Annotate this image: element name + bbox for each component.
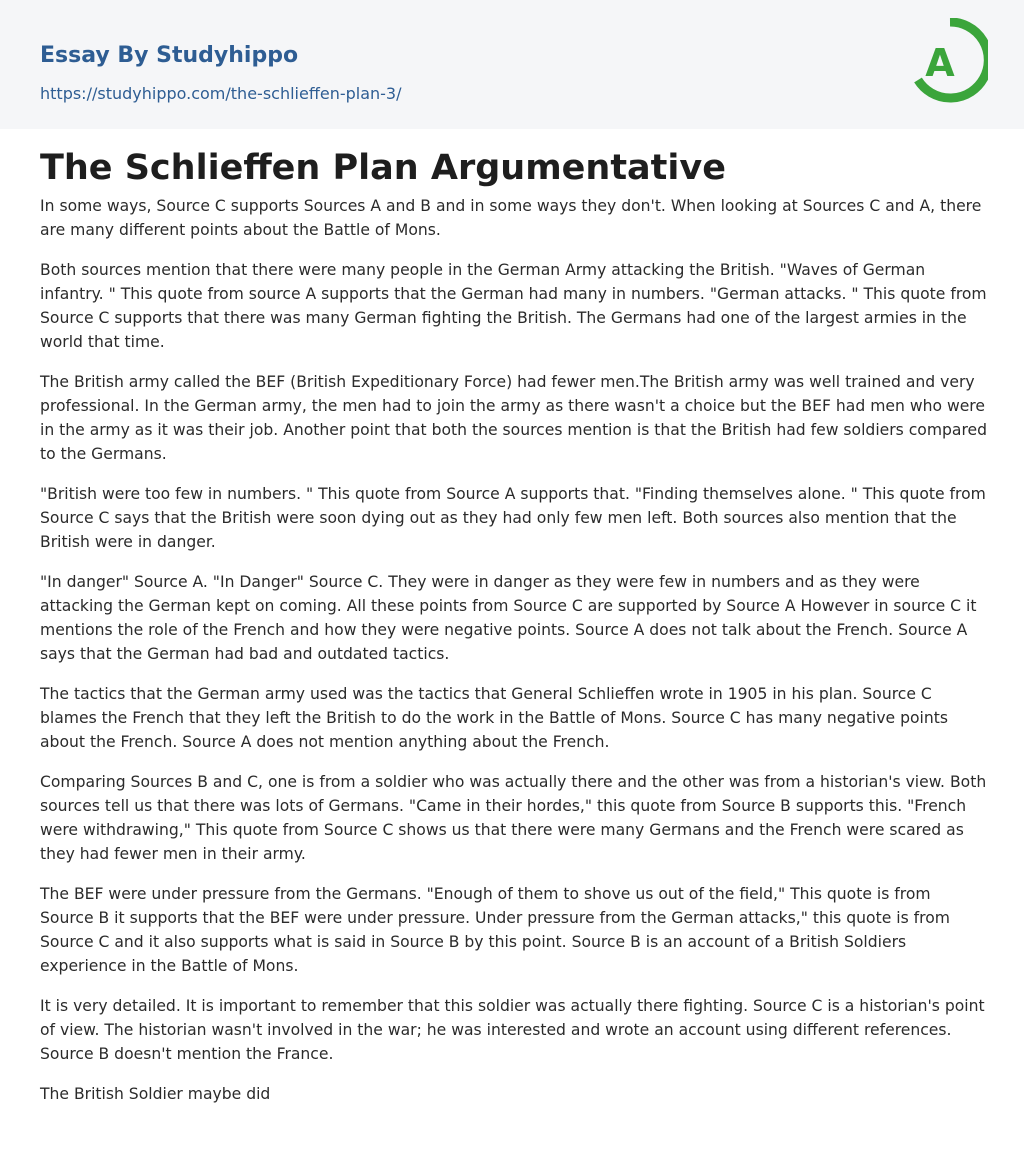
brand-title[interactable]: Essay By Studyhippo <box>40 43 299 68</box>
paragraph: The British army called the BEF (British Expeditionary Force) had fewer men.The British army was well trained and very professional. In the German army, the men had to join the army as there wasn't a choice but the BEF had men who were in the army as it was their job. Another point that both the sources mention is that the British had few soldiers compared to the Germans. <box>40 373 988 463</box>
paragraph: Both sources mention that there were many people in the German Army attacking the British. "Waves of German infantry. " This quote from source A supports that the German had many in numbers. "German attacks. " This quote from Source C supports that there was many German fighting the British. The Germans had one of the largest armies in the world that time. <box>40 261 987 351</box>
paragraph: In some ways, Source C supports Sources A and B and in some ways they don't. When looking at Sources C and A, there are many different points about the Battle of Mons. <box>40 197 982 239</box>
page-url-link[interactable]: https://studyhippo.com/the-schlieffen-plan-3/ <box>40 84 402 103</box>
paragraph: "In danger" Source A. "In Danger" Source C. They were in danger as they were few in numbers and as they were attacking the German kept on coming. All these points from Source C are supported by Source A However in source C it mentions the role of the French and how they were negative points. Source A does not talk about the French. Source A says that the German had bad and outdated tactics. <box>40 573 977 663</box>
paragraph: The tactics that the German army used was the tactics that General Schlieffen wrote in 1905 in his plan. Source C blames the French that they left the British to do the work in the Battle of Mons. Source C has many negative points about the French. Source A does not mention anything about the French. <box>40 685 948 751</box>
logo-letter: A <box>925 41 955 85</box>
paragraph: The BEF were under pressure from the Germans. "Enough of them to shove us out of the field," This quote is from Source B it supports that the BEF were under pressure. Under pressure from the German attacks," this quote is from Source C and it also supports what is said in Source B by this point. Source B is an account of a British Soldiers experience in the Battle of Mons. <box>40 885 950 975</box>
page-title: The Schlieffen Plan Argumentative <box>40 148 726 188</box>
paragraph: Comparing Sources B and C, one is from a soldier who was actually there and the other was from a historian's view. Both sources tell us that there was lots of Germans. "Came in their hordes," this quote from Source B supports this. "French were withdrawing," This quote from Source C shows us that there were many Germans and the French were scared as they had fewer men in their army. <box>40 773 987 863</box>
paragraph: It is very detailed. It is important to remember that this soldier was actually there fighting. Source C is a historian's point of view. The historian wasn't involved in the war; he was interested and wrote an account using different references. Source B doesn't mention the France. <box>40 997 985 1063</box>
article-body <box>40 194 988 1122</box>
studyhippo-logo-icon[interactable] <box>912 18 988 106</box>
paragraph: The British Soldier maybe did <box>40 1085 271 1103</box>
paragraph: "British were too few in numbers. " This quote from Source A supports that. "Finding themselves alone. " This quote from Source C says that the British were soon dying out as they had only few men left. Both sources also mention that the British were in danger. <box>40 485 986 551</box>
